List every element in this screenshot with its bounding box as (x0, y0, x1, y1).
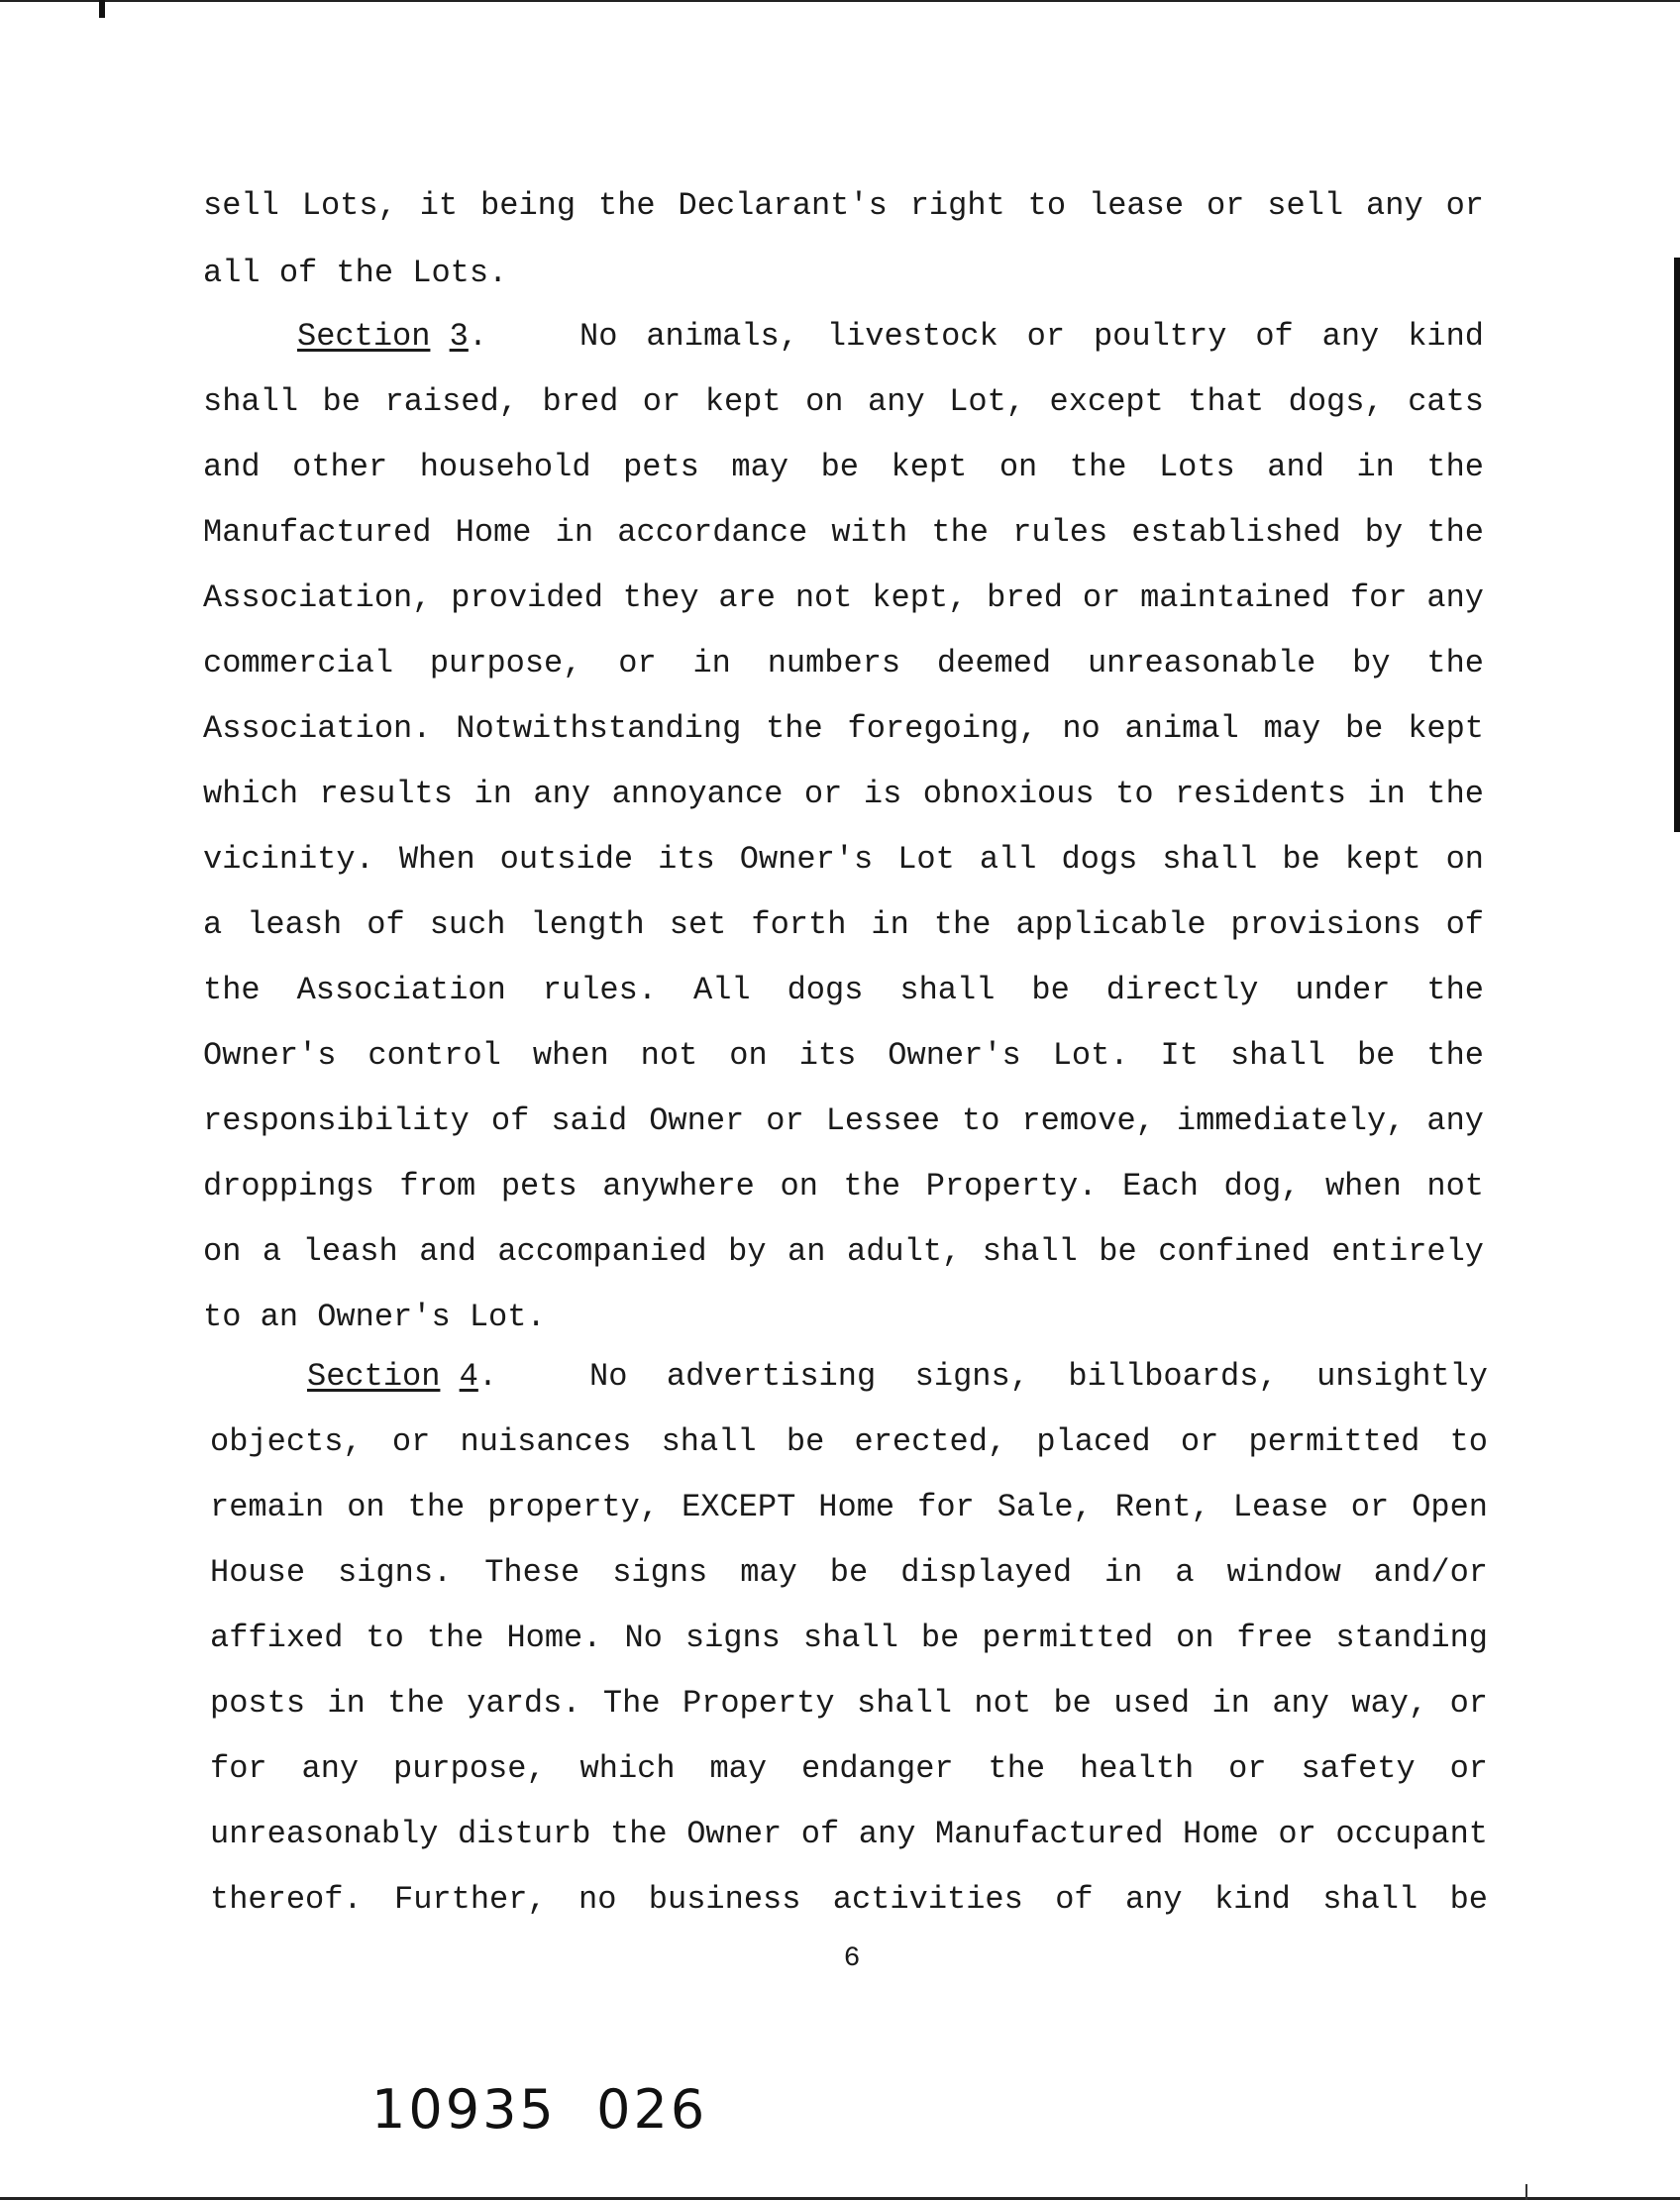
recording-number: 10935 026 (371, 2078, 708, 2141)
scan-mark (99, 0, 105, 18)
text-line: vicinity. When outside its Owner's Lot all dogs shall be kept on (203, 841, 1484, 878)
text-line: Association. Notwithstanding the foregoing, no animal may be kept (203, 710, 1484, 747)
text-line: House signs. These signs may be displayed in a window and/or (210, 1554, 1488, 1591)
text-line: all of the Lots. (203, 255, 508, 291)
text-line: a leash of such length set forth in the applicable provisions of (203, 906, 1484, 943)
text-line: posts in the yards. The Property shall not be used in any way, or (210, 1685, 1488, 1722)
section-3-heading-line (297, 307, 1484, 367)
text-line: on a leash and accompanied by an adult, shall be confined entirely (203, 1233, 1484, 1270)
text-line: which results in any annoyance or is obnoxious to residents in the (203, 776, 1484, 812)
scan-edge-top (0, 0, 1680, 2)
page-number: 6 (843, 1943, 861, 1974)
text-line: sell Lots, it being the Declarant's right to lease or sell any or (203, 187, 1484, 224)
text-line: responsibility of said Owner or Lessee to remove, immediately, any (203, 1102, 1484, 1139)
text-line: Manufactured Home in accordance with the rules established by the (203, 514, 1484, 551)
text-line: for any purpose, which may endanger the health or safety or (210, 1750, 1488, 1787)
text-line: No animals, livestock or poultry of any kind (579, 318, 1484, 355)
text-line: affixed to the Home. No signs shall be permitted on free standing (210, 1620, 1488, 1656)
text-line: to an Owner's Lot. (203, 1299, 546, 1335)
text-line: thereof. Further, no business activities of any kind shall be (210, 1881, 1488, 1918)
text-line: Owner's control when not on its Owner's Lot. It shall be the (203, 1037, 1484, 1074)
text-line: droppings from pets anywhere on the Property. Each dog, when not (203, 1168, 1484, 1205)
section-4-heading: Section 4. (307, 1358, 498, 1395)
scan-edge-right (1674, 258, 1680, 832)
section-3-heading: Section 3. (297, 318, 488, 355)
text-line: commercial purpose, or in numbers deemed unreasonable by the (203, 645, 1484, 681)
text-line: remain on the property, EXCEPT Home for Sale, Rent, Lease or Open (210, 1489, 1488, 1525)
text-line: the Association rules. All dogs shall be directly under the (203, 972, 1484, 1008)
section-4-heading-line (307, 1347, 1488, 1407)
text-line: unreasonably disturb the Owner of any Manufactured Home or occupant (210, 1816, 1488, 1852)
text-line: and other household pets may be kept on the Lots and in the (203, 449, 1484, 485)
text-line: objects, or nuisances shall be erected, placed or permitted to (210, 1423, 1488, 1460)
text-line: No advertising signs, billboards, unsightly (589, 1358, 1488, 1395)
text-line: Association, provided they are not kept, bred or maintained for any (203, 579, 1484, 616)
text-line: shall be raised, bred or kept on any Lot, except that dogs, cats (203, 383, 1484, 420)
scan-edge-tick (1525, 2184, 1527, 2200)
